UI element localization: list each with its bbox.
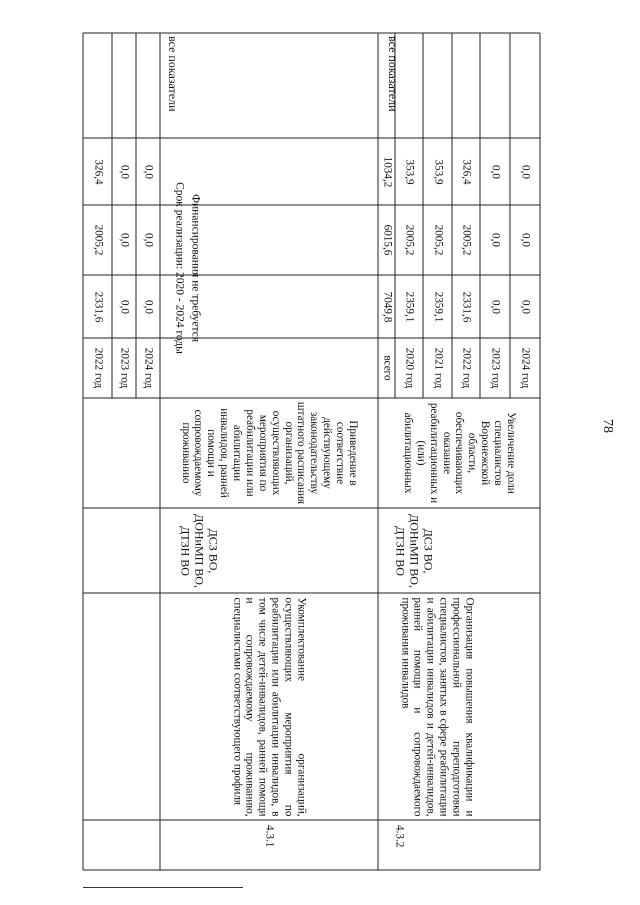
row-4-3-1-colb-1: 0,0 [118,233,131,247]
row-4-3-1-colb-0: 2005,2 [91,224,104,256]
row-4-3-1-note-funding: Финансирования не требуется [189,193,202,343]
row-4-3-2-number: 4.3.2 [393,825,406,848]
row-4-3-2-indicators: все показатели [385,35,400,112]
row-4-3-2-colb-1: 2005,2 [403,224,416,256]
row-4-3-2-total-2: 2359,1 [431,291,444,322]
row-4-3-1-result: Приведение в соответствие действующему законодательству штатного расписания организаций, осуществляющих мероприятия по реабилитации или абилитации инвалидов, ранней помощи и сопровождаемому проживанию [179,401,360,505]
row-4-3-1-note-term: Срок реализации: 2020 - 2024 годы [173,182,186,354]
row-4-3-1-colc-1: 0,0 [118,164,131,179]
row-4-3-2-total-3: 2331,6 [460,291,473,322]
row-4-3-2-year-0: всего [380,355,393,381]
row-4-3-2-colb-5: 0,0 [519,233,532,247]
row-4-3-2-year-4: 2023 год [489,347,502,389]
row-4-3-1-colb-2: 0,0 [142,233,155,247]
row-4-3-2-year-1: 2020 год [403,347,416,389]
row-4-3-2-total-0: 7049,8 [380,291,393,322]
row-4-3-2-colc-3: 326,4 [460,158,473,185]
row-4-3-2-colb-2: 2005,2 [431,224,444,256]
page-number: 78 [600,419,615,433]
row-4-3-2-colc-5: 0,0 [519,164,532,179]
row-4-3-2-year-2: 2021 год [431,347,444,389]
row-4-3-1-total-0: 2331,6 [91,291,104,322]
row-4-3-2-colc-0: 1034,2 [380,156,393,187]
row-4-3-1-year-0: 2022 год [91,347,104,389]
row-4-3-1-year-1: 2023 год [118,347,131,389]
row-4-3-2-total-5: 0,0 [519,299,532,314]
row-4-3-1-year-2: 2024 год [142,347,155,389]
row-4-3-2-result: Увеличение доли специалистов Воронежской области, обеспечивающих оказание реабилитационных и (или) абилитационных [401,402,517,504]
row-4-3-1-total-2: 0,0 [142,299,155,314]
row-4-3-1-colc-0: 326,4 [91,158,104,185]
row-4-3-2-activity: Организация повышения квалификации и профессиональной переподготовки специалистов, занятых в сфере реабилитации и абилитации инвалидов и детей-инвалидов, ранней помощи и сопровождаемого проживания инвалидов [399,597,476,816]
row-4-3-1-indicators: все показатели [165,35,180,112]
row-4-3-2-year-5: 2024 год [519,347,532,389]
row-4-3-1-activity: Укомплектование организаций, осуществляющих мероприятия по реабилитации или абилитации инвалидов, в том числе детей-инвалидов, ранней помощи и сопровождаемому проживанию, специалистами соответствующего профиля [231,597,308,816]
row-4-3-2-executors: ДСЗ ВО, ДОНиМП ВО, ДТЗН ВО [394,513,436,588]
row-4-3-2-colc-1: 353,9 [403,158,416,185]
row-4-3-2-colb-4: 0,0 [489,233,502,247]
row-4-3-1-number: 4.3.1 [263,825,276,848]
row-4-3-2-total-1: 2359,1 [403,291,416,322]
row-4-3-2-year-3: 2022 год [460,347,473,389]
footnote-line [83,887,243,888]
row-4-3-1-executors: ДСЗ ВО, ДОНиМП ВО, ДТЗН ВО [179,513,221,588]
row-4-3-1-colc-2: 0,0 [142,164,155,179]
row-4-3-2-colb-0: 6015,6 [380,224,393,256]
row-4-3-1-total-1: 0,0 [118,299,131,314]
row-4-3-2-total-4: 0,0 [489,299,502,314]
row-4-3-2-colc-2: 353,9 [431,158,444,185]
row-4-3-2-colb-3: 2005,2 [460,224,473,256]
row-4-3-2-colc-4: 0,0 [489,164,502,179]
